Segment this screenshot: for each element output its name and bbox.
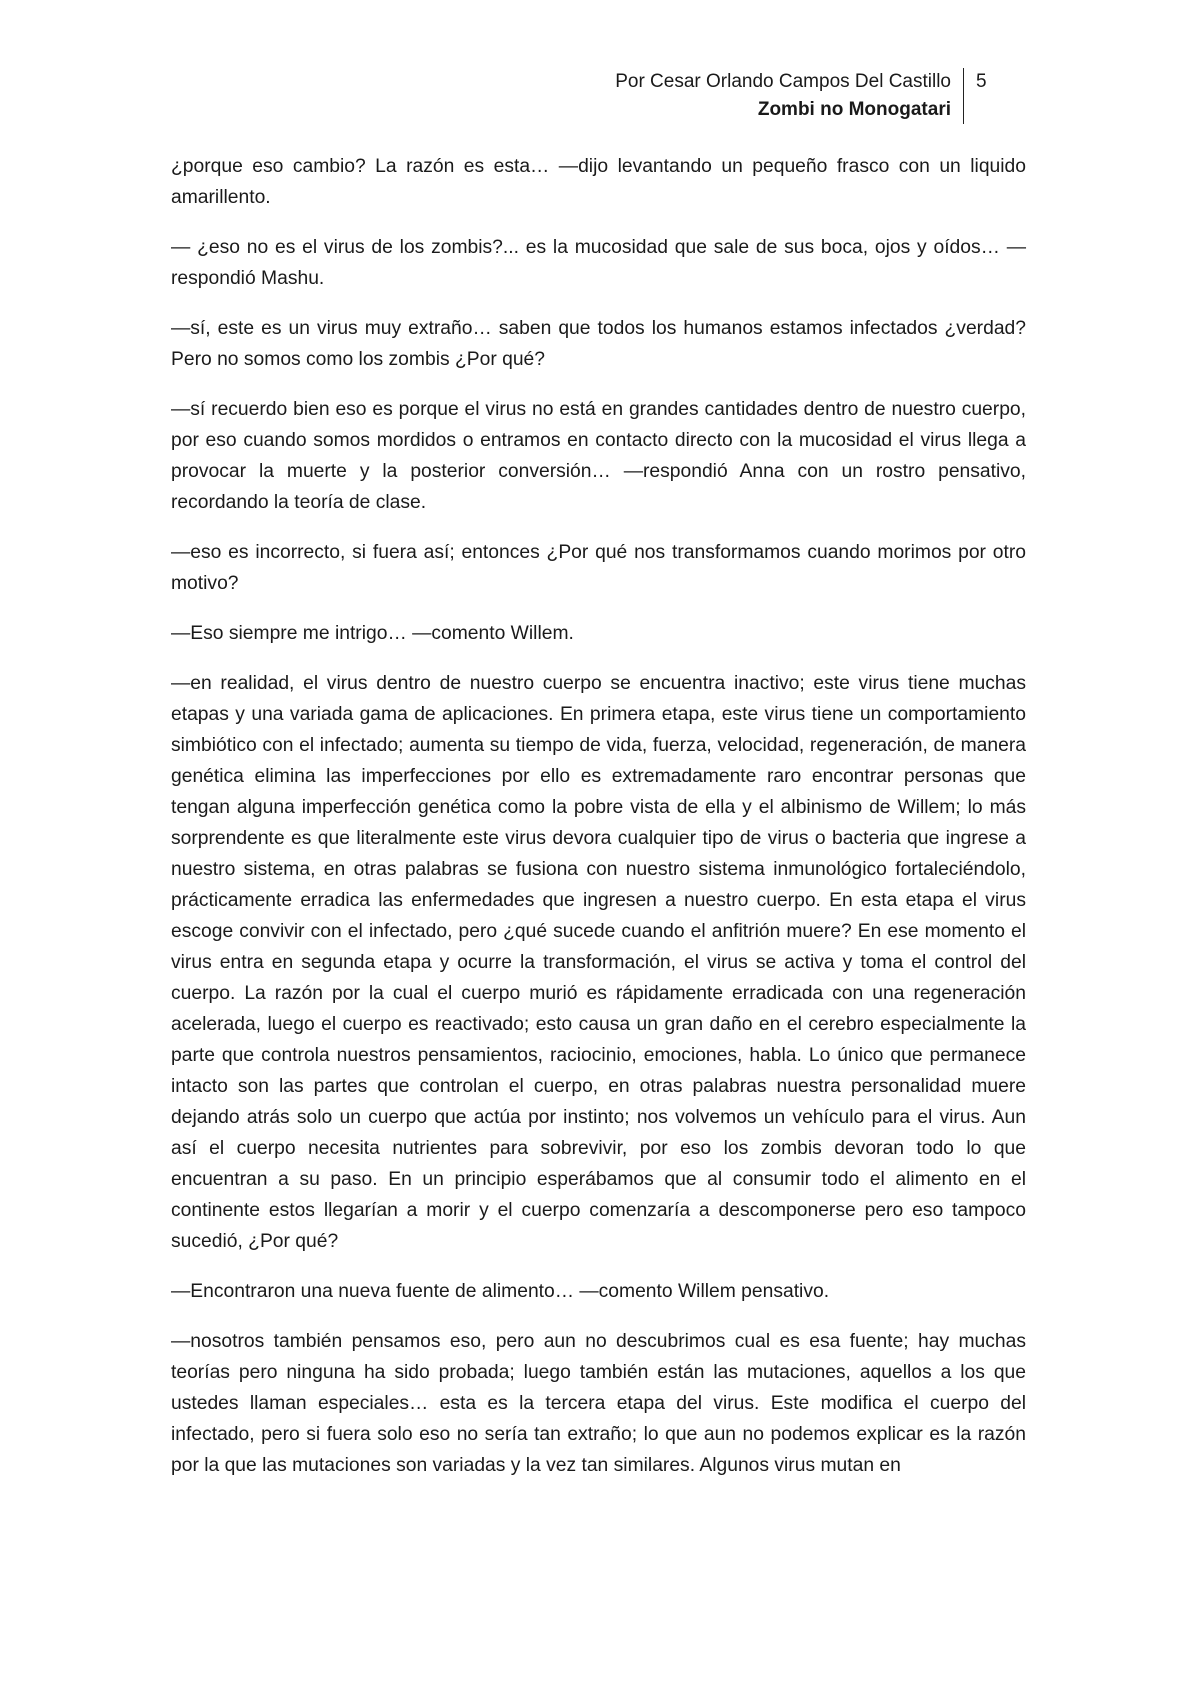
body-text — [171, 151, 1026, 1500]
page-number: 5 — [976, 71, 987, 92]
header-author: Por Cesar Orlando Campos Del Castillo — [615, 71, 951, 92]
paragraph: —sí recuerdo bien eso es porque el virus no está en grandes cantidades dentro de nuestro cuerpo, por eso cuando somos mordidos o entramos en contacto directo con la mucosidad el virus llega a provocar la muerte y la posterior conversión… —respondió Anna con un rostro pensativo, recordando la teoría de clase. — [171, 399, 1026, 513]
paragraph: —Eso siempre me intrigo… —comento Willem. — [171, 623, 574, 644]
page-header — [615, 68, 964, 124]
paragraph: —eso es incorrecto, si fuera así; entonces ¿Por qué nos transformamos cuando morimos por otro motivo? — [171, 542, 1026, 594]
paragraph: —Encontraron una nueva fuente de alimento… —comento Willem pensativo. — [171, 1281, 830, 1302]
paragraph: —en realidad, el virus dentro de nuestro cuerpo se encuentra inactivo; este virus tiene muchas etapas y una variada gama de aplicaciones. En primera etapa, este virus tiene un comportamiento simbiótico con el infectado; aumenta su tiempo de vida, fuerza, velocidad, regeneración, de manera genética elimina las imperfecciones por ello es extremadamente raro encontrar personas que tengan alguna imperfección genética como la pobre vista de ella y el albinismo de Willem; lo más sorprendente es que literalmente este virus devora cualquier tipo de virus o bacteria que ingrese a nuestro sistema, en otras palabras se fusiona con nuestro sistema inmunológico fortaleciéndolo, prácticamente erradica las enfermedades que ingresen a nuestro cuerpo. En esta etapa el virus escoge convivir con el infectado, pero ¿qué sucede cuando el anfitrión muere? En ese momento el virus entra en segunda etapa y ocurre la transformación, el virus se activa y toma el control del cuerpo. La razón por la cual el cuerpo murió es rápidamente erradicada con una regeneración acelerada, luego el cuerpo es reactivado; esto causa un gran daño en el cerebro especialmente la parte que controla nuestros pensamientos, raciocinio, emociones, habla. Lo único que permanece intacto son las partes que controlan el cuerpo, en otras palabras nuestra personalidad muere dejando atrás solo un cuerpo que actúa por instinto; nos volvemos un vehículo para el virus. Aun así el cuerpo necesita nutrientes para sobrevivir, por eso los zombis devoran todo lo que encuentran a su paso. En un principio esperábamos que al consumir todo el alimento en el continente estos llegarían a morir y el cuerpo comenzaría a descomponerse pero eso tampoco sucedió, ¿Por qué? — [171, 673, 1026, 1252]
paragraph: ¿porque eso cambio? La razón es esta… —dijo levantando un pequeño frasco con un liquido amarillento. — [171, 156, 1026, 208]
paragraph: —sí, este es un virus muy extraño… saben que todos los humanos estamos infectados ¿verdad? Pero no somos como los zombis ¿Por qué? — [171, 318, 1026, 370]
paragraph: —nosotros también pensamos eso, pero aun no descubrimos cual es esa fuente; hay muchas teorías pero ninguna ha sido probada; luego también están las mutaciones, aquellos a los que ustedes llaman especiales… esta es la tercera etapa del virus. Este modifica el cuerpo del infectado, pero si fuera solo eso no sería tan extraño; lo que aun no podemos explicar es la razón por la que las mutaciones son variadas y la vez tan similares. Algunos virus mutan en — [171, 1331, 1026, 1476]
paragraph: — ¿eso no es el virus de los zombis?... es la mucosidad que sale de sus boca, ojos y oídos… —respondió Mashu. — [171, 237, 1026, 289]
header-title: Zombi no Monogatari — [757, 99, 951, 120]
